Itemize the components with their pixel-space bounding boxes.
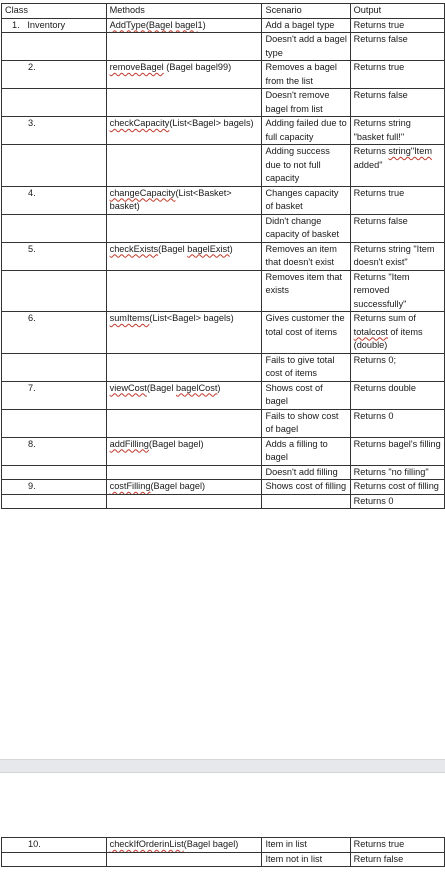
output-cell: Returns true [350, 61, 444, 89]
method-name: costFilling [109, 481, 151, 491]
method-signature: ) [229, 243, 233, 254]
output-cell: Returns true [350, 186, 444, 214]
method-cell [106, 18, 262, 33]
row-number: 7. [28, 382, 36, 393]
table-row [2, 33, 445, 61]
row-number: 3. [28, 118, 36, 128]
scenario-cell: Item in list [262, 838, 350, 853]
row-number: 5. [28, 243, 36, 254]
method-cell [106, 480, 262, 495]
method-cell [106, 494, 262, 509]
output-text: totalcost [353, 326, 388, 337]
class-cell [2, 214, 107, 242]
table-row [2, 409, 445, 437]
table-header-row [2, 4, 445, 19]
method-cell [106, 186, 262, 214]
output-cell: Returns string "basket full!" [350, 117, 444, 145]
class-cell [2, 465, 107, 480]
output-cell: Returns 0; [350, 353, 444, 381]
class-cell [2, 186, 107, 214]
method-param: bagelExist [187, 243, 230, 254]
class-cell [2, 242, 107, 270]
method-name: AddType(Bagel bagel [109, 19, 198, 30]
method-name: checkCapacity [109, 118, 170, 128]
class-cell [2, 117, 107, 145]
method-name: sumItems [109, 313, 150, 323]
output-cell: Returns false [350, 214, 444, 242]
class-cell [2, 270, 107, 312]
class-cell [2, 145, 107, 187]
scenario-cell: Removes an item that doesn't exist [262, 242, 350, 270]
methods-table [1, 3, 445, 509]
class-cell [2, 18, 107, 33]
scenario-cell: Removes a bagel from the list [262, 61, 350, 89]
scenario-cell: Removes item that exists [262, 270, 350, 312]
scenario-cell: Item not in list [262, 852, 350, 867]
row-number: 4. [28, 187, 36, 198]
table-row [2, 61, 445, 89]
method-param: bagelCost [176, 382, 218, 393]
method-cell [106, 270, 262, 312]
scenario-cell: Add a bagel type [262, 18, 350, 33]
row-number: 8. [28, 438, 36, 449]
method-cell [106, 145, 262, 187]
method-signature: (Bagel [158, 243, 188, 254]
method-name: viewCost [109, 382, 147, 393]
table-row [2, 465, 445, 480]
scenario-cell: Fails to give total cost of items [262, 353, 350, 381]
method-cell [106, 33, 262, 61]
table-row [2, 494, 445, 509]
output-cell [350, 145, 444, 187]
header-methods: Methods [106, 4, 262, 19]
table-body-continued [2, 838, 445, 867]
class-cell [2, 838, 107, 853]
scenario-cell: Shows cost of filling [262, 480, 350, 495]
output-text: added" [353, 159, 383, 170]
table-row [2, 852, 445, 867]
method-signature: 1) [197, 19, 206, 30]
method-signature: (Bagel bagel) [148, 438, 204, 449]
method-signature: (List<Bagel> bagels) [169, 118, 254, 128]
class-cell [2, 852, 107, 867]
method-signature: (Bagel [146, 382, 176, 393]
method-signature: (Bagel bagel99) [163, 62, 232, 72]
row-number: 1. [12, 19, 20, 30]
scenario-cell: Adds a filling to bagel [262, 437, 350, 465]
scenario-cell: Didn't change capacity of basket [262, 214, 350, 242]
method-cell [106, 117, 262, 145]
method-signature: (List<Basket> basket) [109, 187, 232, 211]
method-name: addFilling [109, 438, 149, 449]
output-text: of items (double) [353, 326, 423, 350]
method-name: changeCapacity [109, 187, 176, 198]
output-cell: Returns 0 [350, 494, 444, 509]
method-signature: (Bagel bagel) [150, 481, 206, 491]
output-cell: Returns 0 [350, 409, 444, 437]
table-row [2, 480, 445, 495]
method-signature: (List<Bagel> bagels) [149, 313, 234, 323]
method-cell [106, 465, 262, 480]
class-cell [2, 480, 107, 495]
output-cell: Returns cost of filling [350, 480, 444, 495]
method-cell [106, 852, 262, 867]
output-cell: Returns false [350, 33, 444, 61]
header-scenario: Scenario [262, 4, 350, 19]
class-cell [2, 312, 107, 354]
scenario-cell: Changes capacity of basket [262, 186, 350, 214]
row-number: 10. [28, 839, 41, 849]
table-row [2, 89, 445, 117]
output-cell: Returns "Item removed successfully" [350, 270, 444, 312]
header-output: Output [350, 4, 444, 19]
table-row [2, 145, 445, 187]
output-cell: Returns bagel's filling [350, 437, 444, 465]
output-cell [350, 312, 444, 354]
method-cell [106, 89, 262, 117]
output-cell: Returns double [350, 381, 444, 409]
class-cell [2, 437, 107, 465]
table-row [2, 214, 445, 242]
table-row [2, 117, 445, 145]
scenario-cell: Fails to show cost of bagel [262, 409, 350, 437]
scenario-cell: Gives customer the total cost of items [262, 312, 350, 354]
table-row [2, 838, 445, 853]
method-cell [106, 214, 262, 242]
table-row [2, 353, 445, 381]
method-cell [106, 838, 262, 853]
class-cell [2, 381, 107, 409]
class-cell [2, 409, 107, 437]
output-cell: Return false [350, 852, 444, 867]
output-cell: Returns true [350, 838, 444, 853]
scenario-cell: Adding failed due to full capacity [262, 117, 350, 145]
method-signature: ) [217, 382, 221, 393]
table-row [2, 381, 445, 409]
method-cell [106, 61, 262, 89]
method-cell [106, 381, 262, 409]
method-signature: (Bagel bagel) [183, 839, 239, 849]
output-text: Returns [353, 146, 389, 156]
method-name: checkIfOrderinList [109, 839, 184, 849]
output-text: string"Item [388, 146, 432, 156]
output-text: Returns sum of [353, 313, 416, 323]
method-cell [106, 437, 262, 465]
table-body [2, 18, 445, 509]
row-number: 6. [28, 313, 36, 323]
scenario-cell [262, 494, 350, 509]
row-number: 9. [28, 481, 36, 491]
output-cell: Returns true [350, 18, 444, 33]
table-row [2, 18, 445, 33]
method-cell [106, 312, 262, 354]
methods-table-continued [1, 837, 445, 867]
class-name: Inventory [27, 19, 66, 30]
output-cell: Returns false [350, 89, 444, 117]
class-cell [2, 89, 107, 117]
scenario-cell: Adding success due to not full capacity [262, 145, 350, 187]
row-number: 2. [28, 62, 36, 72]
scenario-cell: Shows cost of bagel [262, 381, 350, 409]
class-cell [2, 494, 107, 509]
output-cell: Returns string "Item doesn't exist" [350, 242, 444, 270]
scenario-cell: Doesn't remove bagel from list [262, 89, 350, 117]
table-row [2, 242, 445, 270]
method-cell [106, 242, 262, 270]
page-break [0, 759, 445, 773]
class-cell [2, 353, 107, 381]
table-row [2, 312, 445, 354]
class-cell [2, 61, 107, 89]
scenario-cell: Doesn't add a bagel type [262, 33, 350, 61]
header-class: Class [2, 4, 107, 19]
table-row [2, 186, 445, 214]
output-cell: Returns "no filling" [350, 465, 444, 480]
scenario-cell: Doesn't add filling [262, 465, 350, 480]
method-name: checkExists [109, 243, 159, 254]
class-cell [2, 33, 107, 61]
table-row [2, 270, 445, 312]
table-row [2, 437, 445, 465]
method-cell [106, 409, 262, 437]
method-name: removeBagel [109, 62, 164, 72]
method-cell [106, 353, 262, 381]
